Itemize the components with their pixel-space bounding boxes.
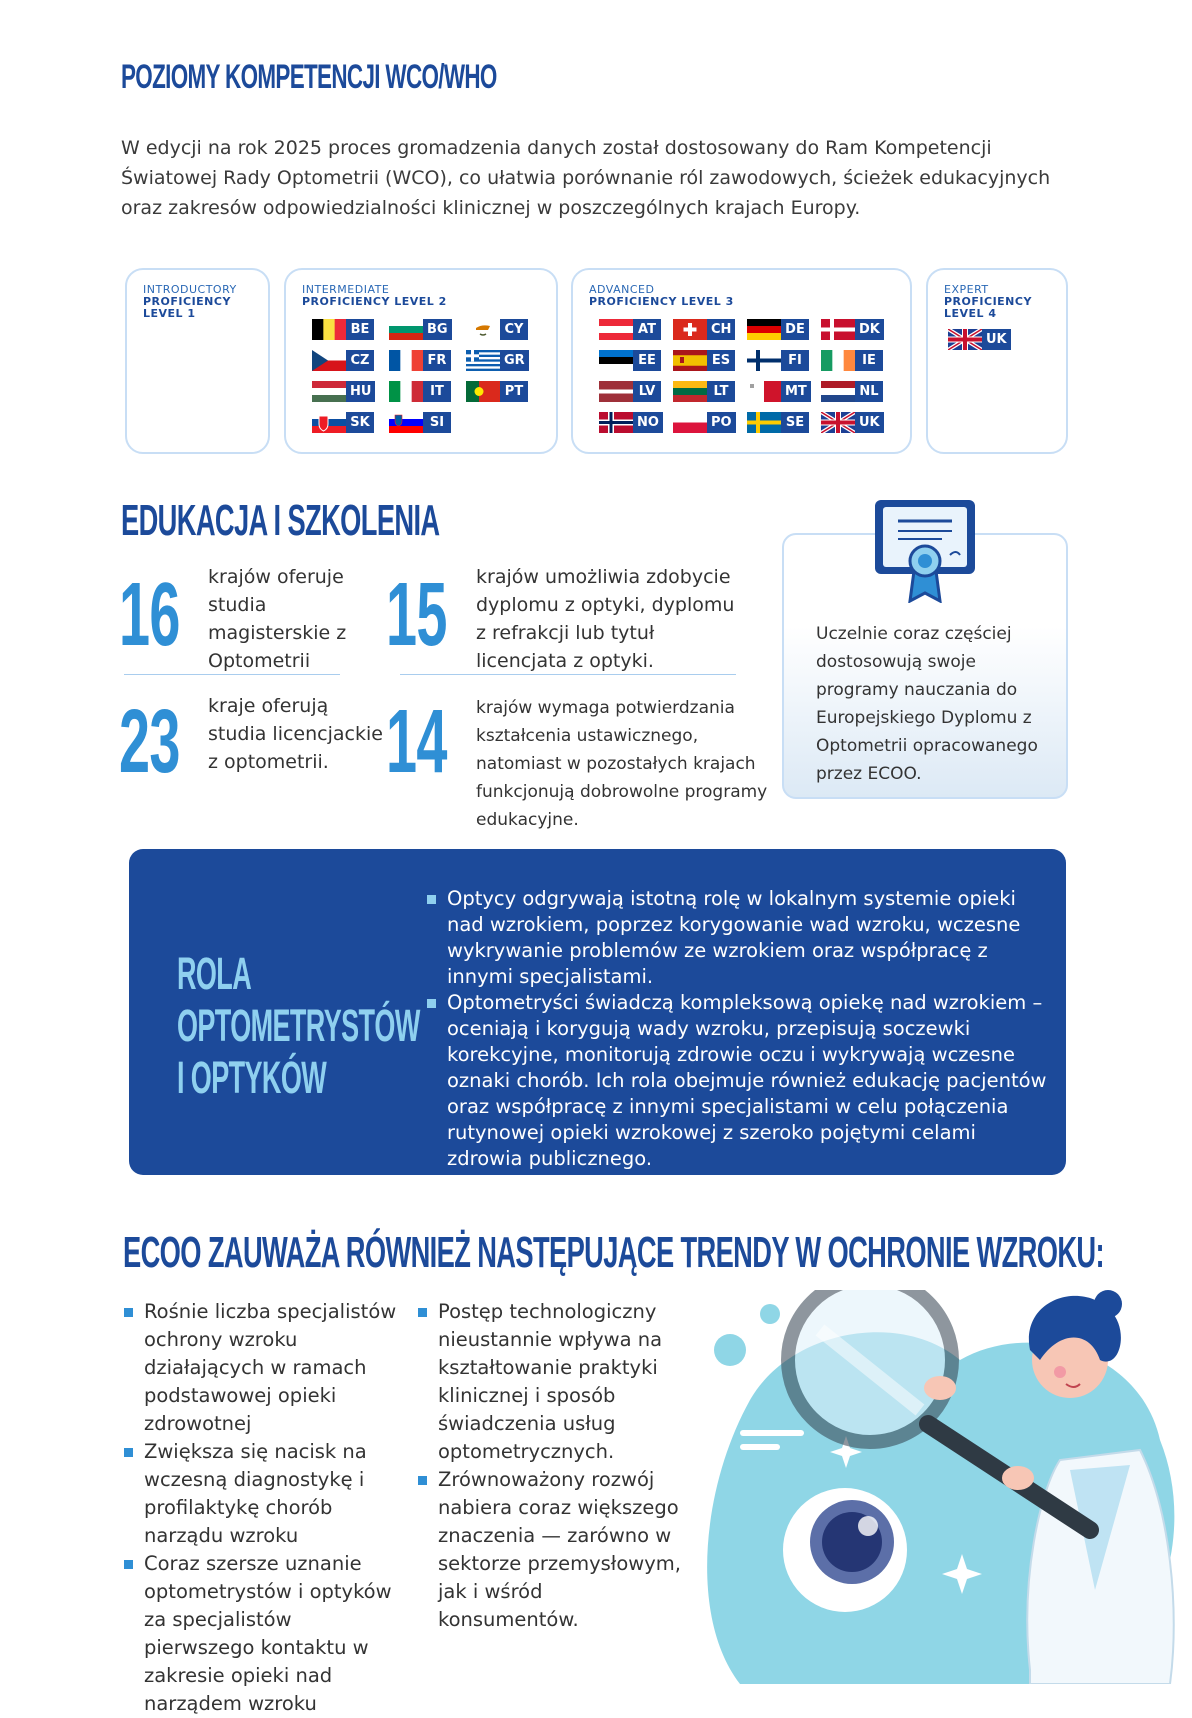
country-flag-fi [747, 349, 821, 371]
list-item: Coraz szersze uznanie optometrystów i optyków za specjalistów pierwszego kontaktu w zakresie opieki nad narządem wzroku [124, 1550, 402, 1718]
country-code: LT [707, 381, 735, 402]
level-card-4 [926, 268, 1068, 454]
level-name: PROFICIENCY LEVEL 4 [944, 295, 1032, 320]
country-flags [948, 328, 1022, 350]
country-flag-mt [747, 380, 821, 402]
flag-icon [673, 319, 707, 340]
country-flag-no [599, 411, 673, 433]
flag-icon [821, 412, 855, 433]
country-code: FI [781, 350, 809, 371]
level-tag: ADVANCED [589, 283, 655, 296]
flag-icon [673, 412, 707, 433]
country-flag-dk [821, 318, 895, 340]
flag-icon [389, 319, 423, 340]
country-flag-sk [312, 411, 389, 433]
trends-list-2 [418, 1298, 688, 1634]
certificate-icon [872, 497, 978, 603]
country-flag-es [673, 349, 747, 371]
country-code: SI [423, 412, 451, 433]
country-flag-at [599, 318, 673, 340]
country-code: UK [982, 329, 1011, 350]
level-name: PROFICIENCY LEVEL 2 [302, 295, 447, 308]
country-flag-pt [466, 380, 543, 402]
stat-text-16: krajów oferuje studia magisterskie z Optometrii [208, 566, 347, 672]
flag-icon [312, 381, 346, 402]
list-item: Optycy odgrywają istotną rolę w lokalnym systemie opieki nad wzrokiem, poprzez korygowanie wad wzroku, wczesne wykrywanie problemów ze wzrokiem oraz współpracę z innymi specjalistami. [427, 886, 1047, 990]
flag-icon [599, 350, 633, 371]
competency-intro: W edycji na rok 2025 proces gromadzenia danych został dostosowany do Ram Kompetencji Światowej Rady Optometrii (WCO), co ułatwia porównanie ról zawodowych, ścieżek edukacyjnych oraz zakresów odpowiedzialności klinicznej w poszczególnych krajach Europy. [121, 137, 1051, 219]
flag-icon [599, 319, 633, 340]
country-code: ES [707, 350, 735, 371]
flag-icon [948, 329, 982, 350]
country-flag-uk [821, 411, 895, 433]
list-item: Zwiększa się nacisk na wczesną diagnostykę i profilaktykę chorób narządu wzroku [124, 1438, 402, 1550]
list-item: Rośnie liczba specjalistów ochrony wzroku działających w ramach podstawowej opieki zdrowotnej [124, 1298, 402, 1438]
role-list [427, 886, 1047, 1172]
country-flag-lt [673, 380, 747, 402]
country-code: CY [500, 319, 528, 340]
flag-icon [821, 350, 855, 371]
level-card-2 [284, 268, 558, 454]
country-code: BG [423, 319, 452, 340]
flag-icon [466, 350, 500, 371]
flag-icon [747, 381, 781, 402]
country-flag-si [389, 411, 466, 433]
country-code: PO [707, 412, 736, 433]
flag-icon [389, 381, 423, 402]
country-code: FR [423, 350, 451, 371]
divider [124, 674, 340, 675]
divider [400, 674, 736, 675]
flag-icon [312, 350, 346, 371]
country-code: EE [633, 350, 661, 371]
flag-icon [466, 319, 500, 340]
country-flag-ee [599, 349, 673, 371]
country-code: CZ [346, 350, 374, 371]
stat-text-23: kraje oferują studia licencjackie z optometrii. [208, 695, 383, 773]
diploma-card-text: Uczelnie coraz częściej dostosowują swoje programy nauczania do Europejskiego Dyplomu z Optometrii opracowanego przez ECOO. [816, 624, 1038, 784]
flag-icon [747, 412, 781, 433]
country-code: PT [500, 381, 528, 402]
country-flag-lv [599, 380, 673, 402]
level-tag: INTRODUCTORY [143, 283, 237, 296]
flag-icon [389, 412, 423, 433]
country-code: LV [633, 381, 661, 402]
flag-icon [821, 381, 855, 402]
list-item: Postęp technologiczny nieustannie wpływa na kształtowanie praktyki klinicznej i sposób świadczenia usług optometrycznych. [418, 1298, 688, 1466]
competency-title: POZIOMY KOMPETENCJI WCO/WHO [121, 58, 497, 96]
country-code: GR [500, 350, 529, 371]
flag-icon [389, 350, 423, 371]
optician-magnifier-illustration [700, 1290, 1192, 1684]
flag-icon [312, 319, 346, 340]
country-code: IE [855, 350, 883, 371]
country-flag-ie [821, 349, 895, 371]
role-title: ROLA OPTOMETRYSTÓW I OPTYKÓW [177, 948, 420, 1103]
country-code: DK [855, 319, 884, 340]
country-code: SK [346, 412, 374, 433]
country-flag-hu [312, 380, 389, 402]
country-code: NL [855, 381, 883, 402]
stat-number-14: 14 [386, 692, 447, 792]
level-tag: EXPERT [944, 283, 989, 296]
country-flag-be [312, 318, 389, 340]
country-flag-cz [312, 349, 389, 371]
country-code: IT [423, 381, 451, 402]
stat-text-15: krajów umożliwia zdobycie dyplomu z optyki, dyplomu z refrakcji lub tytuł licencjata z optyki. [476, 566, 735, 672]
list-item: Zrównoważony rozwój nabiera coraz większego znaczenia — zarówno w sektorze przemysłowym, jak i wśród konsumentów. [418, 1466, 688, 1634]
level-name: PROFICIENCY LEVEL 3 [589, 295, 734, 308]
trends-title: ECOO ZAUWAŻA RÓWNIEŻ NASTĘPUJĄCE TRENDY W OCHRONIE WZROKU: [123, 1228, 1104, 1277]
country-flag-it [389, 380, 466, 402]
country-code: DE [781, 319, 809, 340]
flag-icon [466, 381, 500, 402]
level-name: PROFICIENCY LEVEL 1 [143, 295, 231, 320]
stat-text-14: krajów wymaga potwierdzania kształcenia ustawicznego, natomiast w pozostałych krajach funkcjonują dobrowolne programy edukacyjne. [476, 698, 768, 830]
country-code: HU [346, 381, 375, 402]
flag-icon [673, 350, 707, 371]
list-item: Optometryści świadczą kompleksową opiekę nad wzrokiem – oceniają i korygują wady wzroku, przepisują soczewki korekcyjne, monitorują zdrowie oczu i wykrywają wczesne oznaki chorób. Ich rola obejmuje również edukację pacjentów oraz współpracę z innymi specjalistami w celu połączenia rutynowej opieki wzrokowej z szeroko pojętymi celami zdrowia publicznego. [427, 990, 1047, 1172]
country-code: MT [781, 381, 811, 402]
flag-icon [673, 381, 707, 402]
level-card-3 [571, 268, 912, 454]
country-flag-po [673, 411, 747, 433]
country-code: UK [855, 412, 884, 433]
country-code: AT [633, 319, 661, 340]
country-flag-se [747, 411, 821, 433]
country-code: NO [633, 412, 663, 433]
flag-icon [599, 412, 633, 433]
flag-icon [312, 412, 346, 433]
stat-number-23: 23 [119, 692, 180, 792]
country-flag-de [747, 318, 821, 340]
country-flags [599, 318, 895, 433]
country-code: BE [346, 319, 374, 340]
education-title: EDUKACJA I SZKOLENIA [121, 496, 440, 545]
flag-icon [747, 319, 781, 340]
country-flag-fr [389, 349, 466, 371]
flag-icon [821, 319, 855, 340]
level-tag: INTERMEDIATE [302, 283, 390, 296]
level-card-1 [125, 268, 270, 454]
country-flags [312, 318, 543, 433]
stat-number-15: 15 [386, 565, 447, 665]
country-flag-gr [466, 349, 543, 371]
flag-icon [747, 350, 781, 371]
flag-icon [599, 381, 633, 402]
country-code: SE [781, 412, 809, 433]
country-flag-cy [466, 318, 543, 340]
country-flag-ch [673, 318, 747, 340]
country-flag-bg [389, 318, 466, 340]
country-flag-nl [821, 380, 895, 402]
country-flag-uk [948, 328, 1022, 350]
trends-list-1 [124, 1298, 402, 1718]
stat-number-16: 16 [119, 565, 180, 665]
country-code: CH [707, 319, 735, 340]
